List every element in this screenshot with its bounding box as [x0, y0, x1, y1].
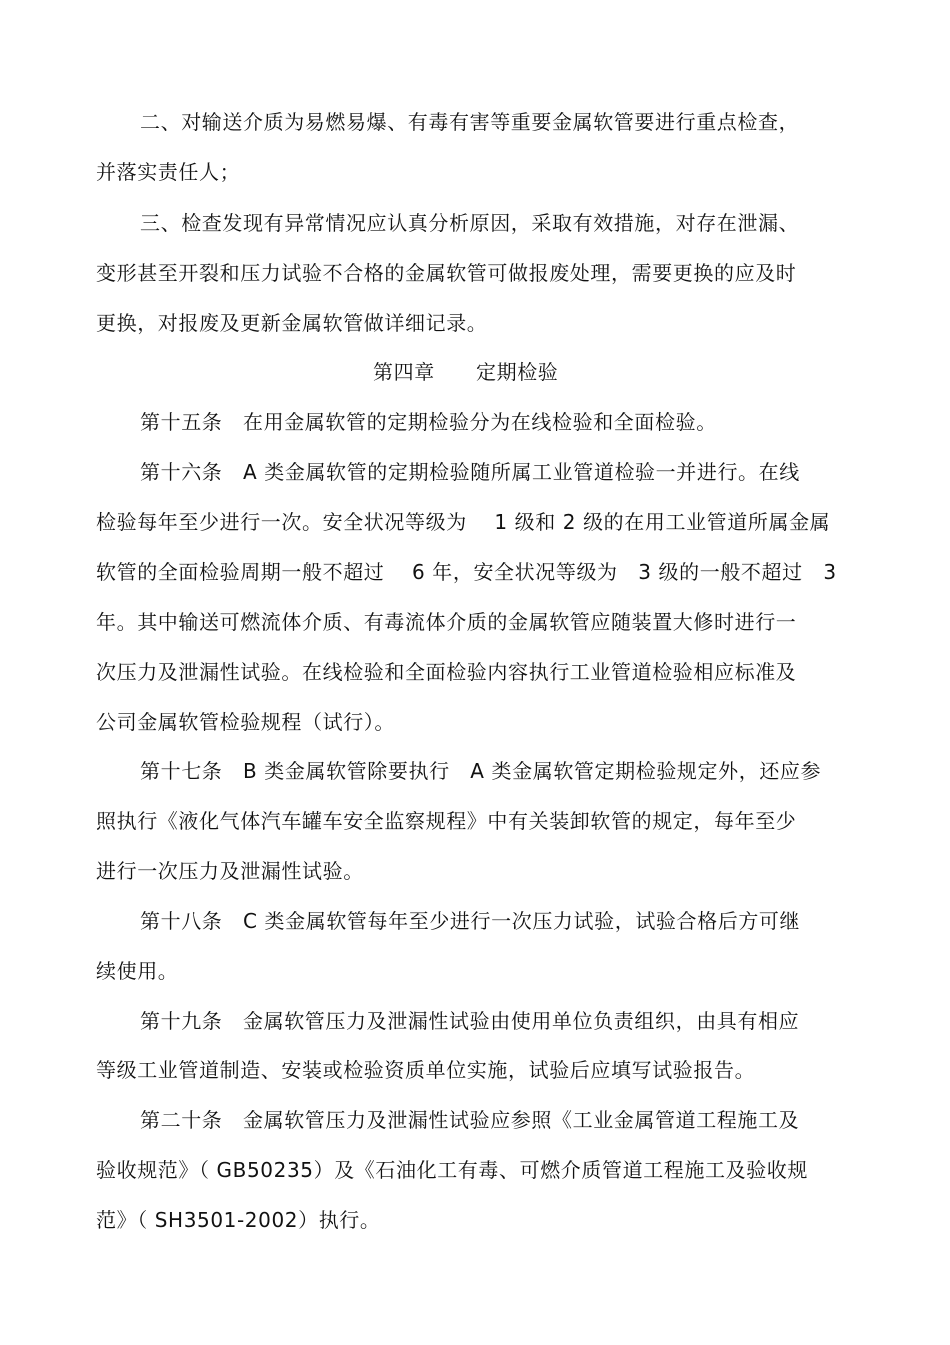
article-18-line-2: 续使用。: [96, 959, 179, 983]
paragraph-2-line-1: 二、对输送介质为易燃易爆、有毒有害等重要金属软管要进行重点检查，: [140, 110, 800, 134]
article-17-line-1: 第十七条 B 类金属软管除要执行 A 类金属软管定期检验规定外，还应参: [140, 759, 822, 783]
paragraph-3-line-1: 三、检查发现有异常情况应认真分析原因，采取有效措施，对存在泄漏、: [140, 211, 800, 235]
article-20-line-2: 验收规范》（ GB50235）及《石油化工有毒、可燃介质管道工程施工及验收规: [96, 1158, 808, 1182]
article-20-line-1: 第二十条 金属软管压力及泄漏性试验应参照《工业金属管道工程施工及: [140, 1108, 800, 1132]
article-16-line-5: 次压力及泄漏性试验。在线检验和全面检验内容执行工业管道检验相应标准及: [96, 660, 797, 684]
article-16-line-3: 软管的全面检验周期一般不超过 6 年，安全状况等级为 3 级的一般不超过 3: [96, 560, 837, 584]
article-16-line-6: 公司金属软管检验规程（试行）。: [96, 710, 395, 734]
article-16-line-2: 检验每年至少进行一次。安全状况等级为 1 级和 2 级的在用工业管道所属金属: [96, 510, 831, 534]
article-20-line-3: 范》（ SH3501-2002）执行。: [96, 1208, 381, 1232]
article-16-line-1: 第十六条 A 类金属软管的定期检验随所属工业管道检验一并进行。在线: [140, 460, 800, 484]
article-17-line-3: 进行一次压力及泄漏性试验。: [96, 859, 364, 883]
article-15-line-1: 第十五条 在用金属软管的定期检验分为在线检验和全面检验。: [140, 410, 717, 434]
paragraph-3-line-2: 变形甚至开裂和压力试验不合格的金属软管可做报废处理，需要更换的应及时: [96, 261, 797, 285]
paragraph-2-line-2: 并落实责任人；: [96, 160, 241, 184]
article-19-line-2: 等级工业管道制造、安装或检验资质单位实施，试验后应填写试验报告。: [96, 1058, 756, 1082]
article-16-line-4: 年。其中输送可燃流体介质、有毒流体介质的金属软管应随装置大修时进行一: [96, 610, 797, 634]
paragraph-3-line-3: 更换，对报废及更新金属软管做详细记录。: [96, 311, 488, 335]
article-18-line-1: 第十八条 C 类金属软管每年至少进行一次压力试验，试验合格后方可继: [140, 909, 801, 933]
article-19-line-1: 第十九条 金属软管压力及泄漏性试验由使用单位负责组织，由具有相应: [140, 1009, 800, 1033]
article-17-line-2: 照执行《液化气体汽车罐车安全监察规程》中有关装卸软管的规定，每年至少: [96, 809, 797, 833]
chapter-heading: 第四章 定期检验: [373, 360, 559, 384]
